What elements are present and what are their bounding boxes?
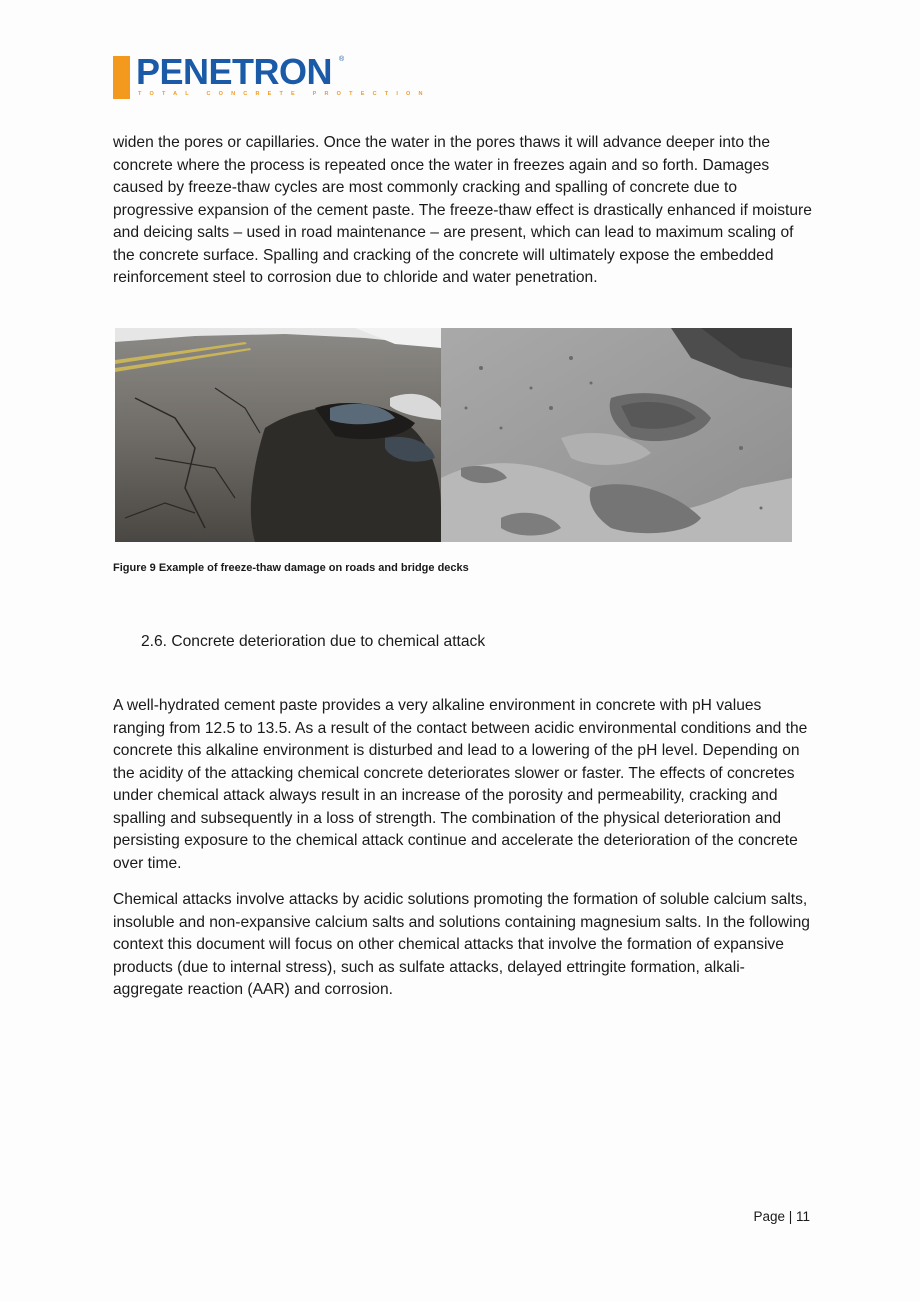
logo-tagline: TOTAL CONCRETE PROTECTION (138, 91, 431, 97)
paragraph-freeze-thaw: widen the pores or capillaries. Once the water in the pores thaws it will advance deeper into the concrete where the process is repeated once the water in freezes again and so forth. Damages caused by freeze-thaw cycles are most commonly cracking and spalling of concrete due to progressive expansion of the cement paste. The freeze-thaw effect is drastically enhanced if moisture and deicing salts – used in road maintenance – are present, which can lead to maximum scaling of the concrete surface. Spalling and cracking of the concrete will ultimately expose the embedded reinforcement steel to corrosion due to chloride and water penetration. (113, 134, 812, 286)
logo-orange-bar (113, 56, 130, 99)
logo-wordmark: PENETRON (136, 51, 333, 92)
figure-caption: Figure 9 Example of freeze-thaw damage on roads and bridge decks (113, 562, 469, 574)
page-number: Page | 11 (753, 1209, 810, 1224)
road-damage-photo (115, 328, 441, 542)
section-heading: 2.6. Concrete deterioration due to chemical attack (141, 633, 486, 650)
penetron-logo (113, 51, 431, 102)
paragraph-chemical-attack-2: Chemical attacks involve attacks by acidic solutions promoting the formation of soluble calcium salts, insoluble and non-expansive calcium salts and solutions containing magnesium salts. In the following context this document will focus on other chemical attacks that involve the formation of expansive products (due to internal stress), such as sulfate attacks, delayed ettringite formation, alkali-aggregate reaction (AAR) and corrosion. (113, 891, 810, 998)
paragraph-chemical-attack-1: A well-hydrated cement paste provides a very alkaline environment in concrete with pH values ranging from 12.5 to 13.5. As a result of the contact between acidic environmental conditions and the concrete this alkaline environment is disturbed and lead to a lowering of the pH level. Depending on the acidity of the attacking chemical concrete deteriorates slower or faster. The effects of concretes under chemical attack always result in an increase of the porosity and permeability, cracking and spalling and subsequently in a loss of strength. The combination of the physical deterioration and persisting exposure to the chemical attack continue and accelerate the deterioration of the concrete over time. (113, 697, 808, 872)
bridge-deck-damage-photo (441, 328, 792, 542)
figure-freeze-thaw (115, 328, 792, 542)
logo-registered-mark: ® (339, 56, 345, 63)
